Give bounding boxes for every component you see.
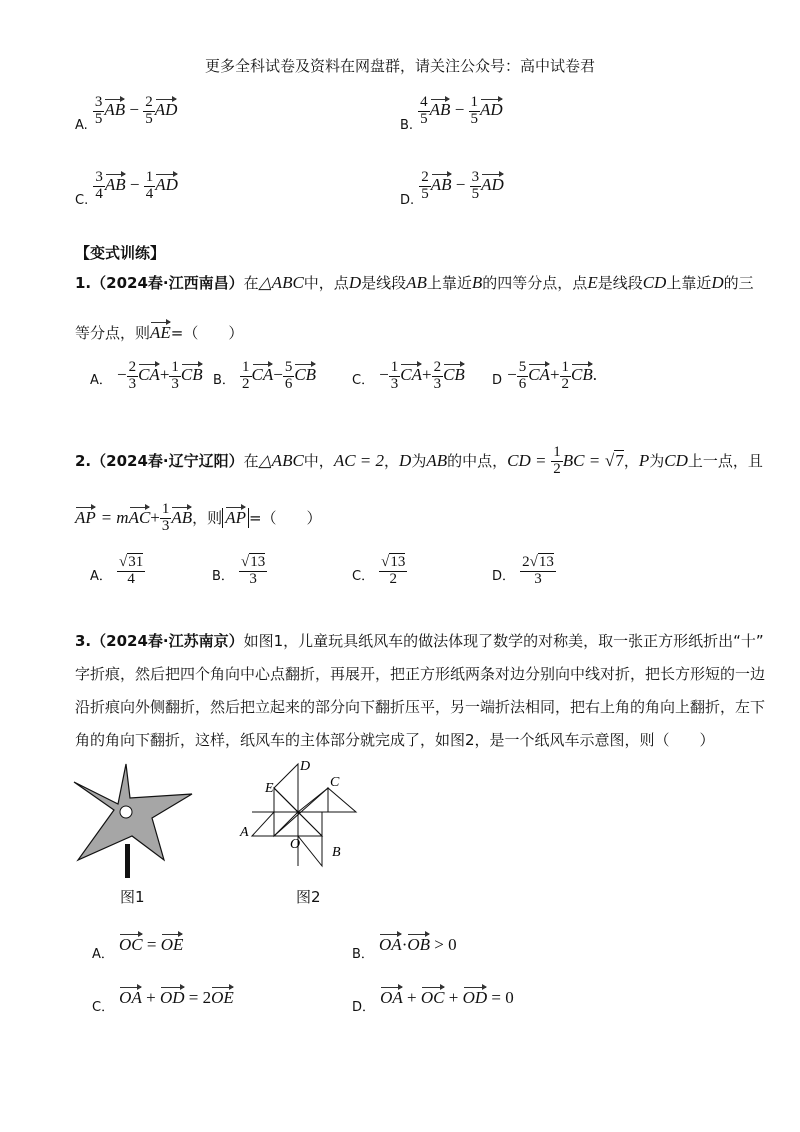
prev-option-d[interactable]: $_{D.}$ $\frac{2}{5}$ AB − $\frac{3}{5}$ AD (400, 169, 504, 209)
pinwheel-hub (120, 806, 132, 818)
label-b: B (332, 845, 341, 860)
label-a: A (240, 825, 249, 840)
pinwheel-figure-1 (70, 760, 200, 880)
pinwheel-figure-2 (232, 756, 372, 882)
q3-stem-line4: 角的角向下翻折，这样，纸风车的主体部分就完成了，如图2，是一个纸风车示意图，则（ ） (75, 731, 715, 749)
q3-option-a[interactable]: $_{A.}$ OC = OE (92, 935, 184, 962)
q2-stem-line1: 2.（2024春·辽宁辽阳）在△ABC中，AC = 2，D为AB的中点，CD = $\frac{1}{2}$ BC = √7，P为CD上一点，且 (75, 444, 763, 477)
q2-stem-line2: AP = mAC+ $\frac{1}{3}$ AB，则 AP =（ ） (75, 501, 322, 534)
q1-stem-line1: 1.（2024春·江西南昌）在△ABC中，点D是线段AB上靠近B的四等分点，点E是线段CD上靠近D的三 (75, 273, 754, 292)
pinwheel-stick (125, 844, 130, 878)
pinwheel-shape (74, 764, 192, 860)
q1-option-a[interactable]: $_{A.}$ − $\frac{2}{3}$ CA+ $\frac{1}{3}$ CB (90, 359, 203, 392)
q2-option-a[interactable]: $_{A.}$ $\frac{√31}{4}$ (90, 554, 144, 587)
label-o: O (290, 837, 301, 852)
q1-option-c[interactable]: $_{C.}$ − $\frac{1}{3}$ CA+ $\frac{2}{3}$ CB (352, 359, 465, 392)
frac: $\frac{3}{5}$ (94, 94, 103, 127)
q1-stem-line2: 等分点，则AE=（ ） (75, 323, 244, 342)
figure-1-caption: 图1 (120, 888, 145, 906)
prev-option-b[interactable]: $_{B.}$ $\frac{4}{5}$ AB − $\frac{1}{5}$ AD (400, 94, 503, 134)
q1-option-d[interactable]: $_D$ − $\frac{5}{6}$ CA+ $\frac{1}{2}$ CB. (492, 359, 598, 392)
label-e: E (265, 781, 274, 796)
figure-2-caption: 图2 (296, 888, 321, 906)
label-c: C (330, 775, 340, 790)
label-d: D (300, 759, 311, 774)
q3-option-d[interactable]: $_{D.}$ OA + OC + OD = 0 (352, 988, 514, 1015)
q2-option-d[interactable]: $_{D.}$ $\frac{2√13}{3}$ (492, 554, 554, 587)
prev-option-c[interactable]: $_{C.}$ $\frac{3}{4}$ AB − $\frac{1}{4}$ AD (75, 169, 178, 209)
page-header: 更多全科试卷及资料在网盘群，请关注公众号：高中试卷君 (204, 57, 595, 75)
q3-option-c[interactable]: $_{C.}$ OA + OD = 2OE (92, 988, 234, 1015)
q3-stem-line2: 字折痕，然后把四个角向中心点翻折，再展开，把正方形纸两条对边分别向中线对折，把长方形短的一边 (75, 665, 766, 683)
q1-option-b[interactable]: $_{B.}$ $\frac{1}{2}$ CA− $\frac{5}{6}$ CB (213, 359, 317, 392)
q2-option-c[interactable]: $_{C.}$ $\frac{√13}{2}$ (352, 554, 406, 587)
section-title: 【变式训练】 (75, 244, 166, 262)
q3-stem-line1: 3.（2024春·江苏南京）如图1，儿童玩具纸风车的做法体现了数学的对称美，取一张正方形纸折出“十” (75, 632, 764, 650)
q3-option-b[interactable]: $_{B.}$ OA·OB > 0 (352, 935, 457, 962)
q3-stem-line3: 沿折痕向外侧翻折，然后把立起来的部分向下翻折压平，另一端折法相同，把右上角的角向上翻折，左下 (75, 698, 766, 716)
prev-option-a[interactable]: $_{A.}$ $\frac{3}{5}$ AB − $\frac{2}{5}$ AD (75, 94, 178, 134)
q2-option-b[interactable]: $_{B.}$ $\frac{√13}{3}$ (212, 554, 266, 587)
frac: $\frac{2}{5}$ (145, 94, 153, 127)
